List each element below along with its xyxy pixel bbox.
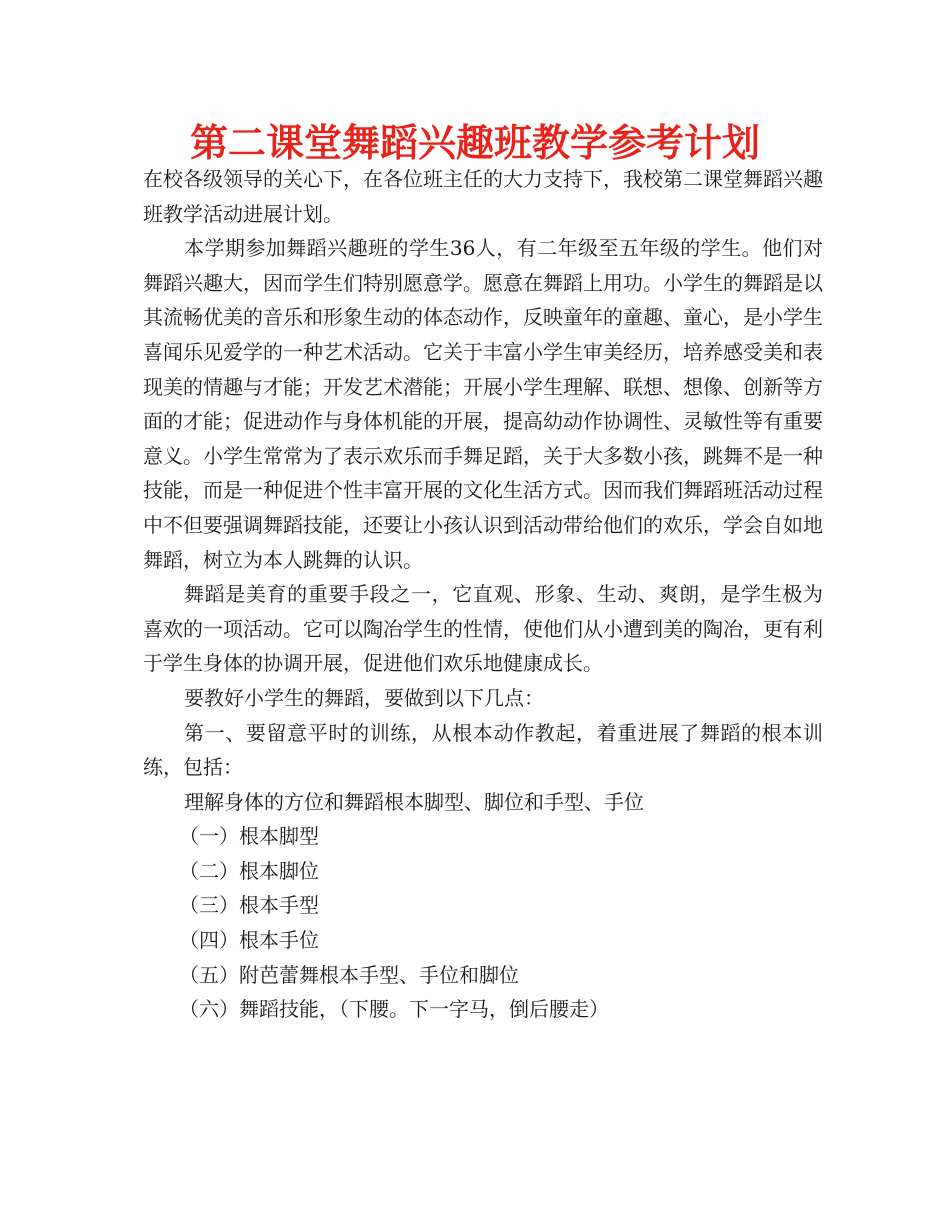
paragraph-intro: 在校各级领导的关心下，在各位班主任的大力支持下，我校第二课堂舞蹈兴趣班教学活动进展计划。 [143,167,823,226]
list-item: （三）根本手型 [179,893,319,918]
list-intro: 理解身体的方位和舞蹈根本脚型、脚位和手型、手位 [184,789,644,814]
paragraph-first-point: 第一、要留意平时的训练，从根本动作教起，着重进展了舞蹈的根本训练，包括： [143,720,823,780]
list-item: （四）根本手位 [179,928,319,953]
list-item: （五）附芭蕾舞根本手型、手位和脚位 [179,962,519,987]
paragraph-aesthetic-education: 舞蹈是美育的重要手段之一，它直观、形象、生动、爽朗，是学生极为喜欢的一项活动。它可以陶冶学生的性情，使他们从小遭到美的陶冶，更有利于学生身体的协调开展，促进他们欢乐地健康成长。 [143,582,823,676]
document-body [143,162,823,1027]
paragraph-students: 本学期参加舞蹈兴趣班的学生36人，有二年级至五年级的学生。他们对舞蹈兴趣大，因而学生们特别愿意学。愿意在舞蹈上用功。小学生的舞蹈是以其流畅优美的音乐和形象生动的体态动作，反映童年的童趣、童心，是小学生喜闻乐见爱学的一种艺术活动。它关于丰富小学生审美经历，培养感受美和表现美的情趣与才能；开发艺术潜能；开展小学生理解、联想、想像、创新等方面的才能；促进动作与身体机能的开展，提高幼动作协调性、灵敏性等有重要意义。小学生常常为了表示欢乐而手舞足蹈，关于大多数小孩，跳舞不是一种技能，而是一种促进个性丰富开展的文化生活方式。因而我们舞蹈班活动过程中不但要强调舞蹈技能，还要让小孩认识到活动带给他们的欢乐，学会自如地舞蹈，树立为本人跳舞的认识。 [143,236,823,572]
list-item: （六）舞蹈技能，（下腰。下一字马，倒后腰走） [179,997,609,1022]
document-title: 第二课堂舞蹈兴趣班教学参考计划 [189,121,760,165]
list-item: （一）根本脚型 [179,824,319,849]
list-item: （二）根本脚位 [179,858,319,883]
paragraph-key-points: 要教好小学生的舞蹈，要做到以下几点： [184,685,544,710]
